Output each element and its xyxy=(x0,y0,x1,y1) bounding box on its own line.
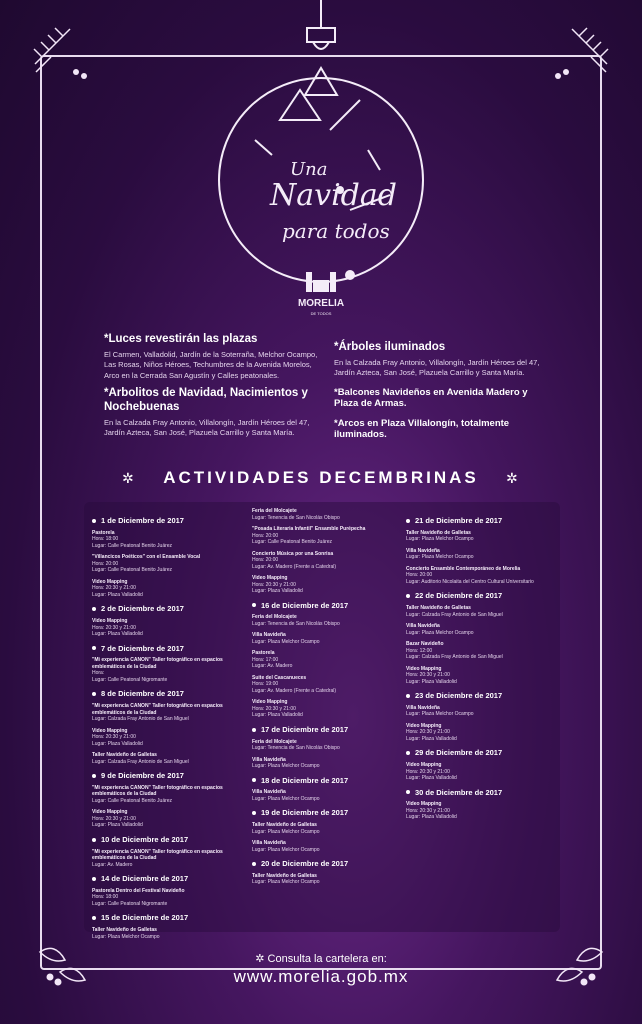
event-title: Video Mapping xyxy=(406,762,442,768)
intro-text: En la Calzada Fray Antonio, Villalongín, Jardín Héroes del 47, Jardín Azteca, San José, Plazuela Carrillo y Santa María. xyxy=(334,357,540,378)
event-title: Video Mapping xyxy=(92,618,128,624)
event-item xyxy=(252,575,402,595)
intro-title: *Arcos en Plaza Villalongín, totalmente iluminados. xyxy=(334,417,510,440)
event-item xyxy=(406,705,556,718)
event-title: Feria del Molcajete xyxy=(252,738,297,745)
event-detail: Hora: 20:30 y 21:00 xyxy=(406,672,450,678)
event-detail: Lugar: Plaza Melchor Ocampo xyxy=(252,795,320,802)
day-heading: 29 de Diciembre de 2017 xyxy=(406,748,556,758)
ornament-line2: Navidad xyxy=(270,178,397,213)
event-item xyxy=(92,752,242,765)
event-detail: Lugar: Tenencia de San Nicolás Obispo xyxy=(252,745,340,751)
day-heading: 16 de Diciembre de 2017 xyxy=(252,601,402,611)
event-detail: Lugar: Calle Peatonal Benito Juárez xyxy=(92,542,173,549)
event-item xyxy=(406,723,556,743)
event-detail: Lugar: Plaza Valladolid xyxy=(406,814,457,821)
day-heading: 7 de Diciembre de 2017 xyxy=(92,644,242,654)
event-detail: Lugar: Plaza Valladolid xyxy=(92,631,143,637)
event-title: Pastorela xyxy=(92,529,115,536)
intro-block xyxy=(104,387,322,439)
ornament-city-sub: DE TODOS xyxy=(310,311,332,316)
event-detail: Hora: 20:00 xyxy=(406,572,433,579)
event-title: Pastorela xyxy=(252,650,275,657)
event-item xyxy=(252,614,402,627)
event-title: Taller Navideño de Galletas xyxy=(92,927,157,933)
star-icon: ✲ xyxy=(122,470,134,486)
event-detail: Lugar: Plaza Valladolid xyxy=(406,678,457,685)
day-heading: 17 de Diciembre de 2017 xyxy=(252,725,402,735)
event-item xyxy=(92,554,242,574)
event-item xyxy=(406,762,556,782)
event-item xyxy=(252,873,402,886)
day-heading: 1 de Diciembre de 2017 xyxy=(92,516,242,526)
event-item xyxy=(406,666,556,686)
ornament-line1: Una xyxy=(290,159,328,180)
event-title: Video Mapping xyxy=(406,722,442,729)
event-item xyxy=(406,801,556,821)
event-detail: Hora: 19:00 xyxy=(252,681,279,688)
event-item xyxy=(252,632,402,645)
day-heading: 18 de Diciembre de 2017 xyxy=(252,776,402,786)
footer xyxy=(0,952,642,987)
event-detail: Hora: 18:00 xyxy=(92,536,119,543)
event-detail: Lugar: Plaza Melchor Ocampo xyxy=(406,629,474,636)
event-item xyxy=(252,757,402,770)
event-title: Taller Navideño de Galletas xyxy=(252,872,317,879)
day-heading: 19 de Diciembre de 2017 xyxy=(252,808,402,818)
intro-block xyxy=(104,333,322,381)
intro-text: En la Calzada Fray Antonio, Villalongín, Jardín Héroes del 47, Jardín Azteca, San José, Plazuela Carrillo y Santa María. xyxy=(104,417,310,438)
event-detail: Lugar: Plaza Valladolid xyxy=(92,740,143,747)
day-heading: 22 de Diciembre de 2017 xyxy=(406,591,556,601)
intro-title: *Árboles iluminados xyxy=(334,341,446,353)
event-detail: Hora: 20:30 y 21:00 xyxy=(406,729,450,736)
event-title: Suite del Cascanueces xyxy=(252,674,307,681)
event-item xyxy=(252,822,402,835)
event-title: Video Mapping xyxy=(92,727,128,734)
event-item xyxy=(252,789,402,802)
holly-corner-icon xyxy=(542,24,612,94)
event-detail: Lugar: Calle Peatonal Benito Juárez xyxy=(92,797,173,804)
event-detail: Hora: 18:00 xyxy=(92,894,119,901)
day-heading: 14 de Diciembre de 2017 xyxy=(92,874,242,884)
intro-block xyxy=(334,387,544,410)
event-item xyxy=(252,739,402,752)
event-item xyxy=(92,703,242,723)
event-item xyxy=(92,785,242,805)
event-detail: Hora: xyxy=(92,670,105,677)
event-detail: Hora: 20:30 y 21:00 xyxy=(92,734,136,740)
event-detail: Lugar: Av. Madero (Frente a Catedral) xyxy=(252,687,337,694)
event-detail: Hora: 20:00 xyxy=(92,560,119,567)
event-detail: Lugar: Calzada Fray Antonio de San Miguel xyxy=(406,654,503,660)
day-heading: 8 de Diciembre de 2017 xyxy=(92,689,242,699)
day-heading: 20 de Diciembre de 2017 xyxy=(252,859,402,869)
event-title: "Mi experiencia CANON" Taller fotográfico en espacios emblemáticos de la Ciudad xyxy=(92,848,223,861)
event-title: Video Mapping xyxy=(252,699,288,706)
event-title: Taller Navideño de Galletas xyxy=(92,752,157,758)
event-detail: Lugar: Plaza Melchor Ocampo xyxy=(406,554,474,561)
event-item xyxy=(406,530,556,543)
event-title: Concierto Ensamble Contemporáneo de Morelia xyxy=(406,565,521,572)
event-detail: Hora: 20:00 xyxy=(252,532,279,539)
event-title: Villa Navideña xyxy=(252,632,286,639)
event-title: Villa Navideña xyxy=(406,547,440,554)
event-detail: Lugar: Calle Peatonal Benito Juárez xyxy=(252,539,333,545)
footer-consulta xyxy=(0,952,642,965)
intro-block xyxy=(334,341,544,379)
intro-right xyxy=(334,341,544,446)
footer-url[interactable]: www.morelia.gob.mx xyxy=(233,967,409,986)
event-title: "Villancicos Poéticos" con el Ensamble Vocal xyxy=(92,554,201,561)
event-title: Video Mapping xyxy=(252,575,288,581)
event-detail: Lugar: Calle Peatonal Nigromante xyxy=(92,900,168,907)
event-title: Villa Navideña xyxy=(252,840,286,846)
event-title: Taller Navideño de Galletas xyxy=(252,822,317,828)
event-detail: Lugar: Calle Peatonal Benito Juárez xyxy=(92,567,173,574)
intro-left xyxy=(104,333,322,445)
event-item xyxy=(92,927,242,940)
intro-title: *Balcones Navideños en Avenida Madero y Plaza de Armas. xyxy=(334,386,528,410)
event-item xyxy=(92,728,242,748)
event-detail: Lugar: Calle Peatonal Nigromante xyxy=(92,676,168,683)
activities-column xyxy=(252,508,402,891)
event-title: Villa Navideña xyxy=(406,704,440,711)
event-title: Video Mapping xyxy=(406,801,442,808)
event-item xyxy=(406,566,556,586)
event-detail: Lugar: Plaza Melchor Ocampo xyxy=(252,846,320,853)
star-icon: ✲ xyxy=(255,953,268,965)
event-detail: Lugar: Av. Madero (Frente a Catedral) xyxy=(252,563,337,570)
event-item xyxy=(252,840,402,853)
footer-consulta-text: Consulta la cartelera en: xyxy=(267,953,387,965)
event-title: Video Mapping xyxy=(92,578,128,585)
event-title: Feria del Molcajete xyxy=(252,508,297,514)
christmas-ornament-logo xyxy=(210,0,432,330)
day-heading: 9 de Diciembre de 2017 xyxy=(92,771,242,781)
event-title: Video Mapping xyxy=(406,665,442,672)
event-title: Villa Navideña xyxy=(406,623,440,629)
event-item xyxy=(92,657,242,683)
event-item xyxy=(252,508,402,521)
event-item xyxy=(252,551,402,571)
event-item xyxy=(92,888,242,908)
event-detail: Hora: 12:00 xyxy=(406,647,433,654)
event-item xyxy=(92,618,242,638)
event-title: Villa Navideña xyxy=(252,756,286,763)
event-detail: Hora: 20:00 xyxy=(252,557,279,563)
event-item xyxy=(252,650,402,670)
event-detail: Lugar: Plaza Melchor Ocampo xyxy=(252,638,320,645)
event-title: Villa Navideña xyxy=(252,789,286,796)
event-item xyxy=(92,579,242,599)
intro-title: *Arbolitos de Navidad, Nacimientos y Nochebuenas xyxy=(104,387,308,414)
holly-corner-icon xyxy=(30,24,100,94)
event-detail: Lugar: Calzada Fray Antonio de San Miguel xyxy=(92,716,189,722)
event-detail: Lugar: Plaza Melchor Ocampo xyxy=(92,933,160,940)
star-icon: ✲ xyxy=(506,470,518,486)
event-detail: Lugar: Plaza Melchor Ocampo xyxy=(406,536,474,543)
event-detail: Lugar: Plaza Valladolid xyxy=(92,591,143,598)
day-heading: 15 de Diciembre de 2017 xyxy=(92,913,242,923)
event-item xyxy=(406,641,556,661)
event-detail: Lugar: Plaza Valladolid xyxy=(406,775,457,781)
ornament-line3: para todos xyxy=(282,219,390,243)
event-item xyxy=(92,809,242,829)
event-title: Bazar Navideño xyxy=(406,641,444,647)
event-detail: Hora: 20:30 y 21:00 xyxy=(92,585,136,592)
event-detail: Lugar: Plaza Valladolid xyxy=(252,588,303,594)
intro-text: El Carmen, Valladolid, Jardín de la Soterraña, Melchor Ocampo, Las Rosas, Niños Héroes, Techumbres de la Avenida Morelos, Arco en la Cerrada San Agustín y Calles peatonales. xyxy=(104,349,318,380)
event-detail: Hora: 20:30 y 21:00 xyxy=(92,815,136,822)
event-detail: Lugar: Plaza Melchor Ocampo xyxy=(252,828,320,835)
day-heading: 2 de Diciembre de 2017 xyxy=(92,604,242,614)
event-title: Video Mapping xyxy=(92,809,128,816)
event-detail: Lugar: Plaza Melchor Ocampo xyxy=(252,879,320,886)
event-title: Pastorela Dentro del Festival Navideño xyxy=(92,887,185,894)
intro-block xyxy=(334,418,544,441)
event-detail: Lugar: Tenencia de San Nicolás Obispo xyxy=(252,514,340,521)
day-heading: 23 de Diciembre de 2017 xyxy=(406,691,556,701)
event-detail: Lugar: Tenencia de San Nicolás Obispo xyxy=(252,620,340,627)
event-item xyxy=(252,699,402,719)
event-title: "Posada Literaria Infantil" Ensamble Purépecha xyxy=(252,526,366,532)
event-item xyxy=(406,548,556,561)
event-detail: Lugar: Av. Madero xyxy=(92,861,133,868)
event-detail: Lugar: Plaza Valladolid xyxy=(252,712,303,719)
event-title: Concierto Música por una Sonrisa xyxy=(252,550,334,557)
event-title: Feria del Molcajete xyxy=(252,614,297,621)
event-detail: Lugar: Plaza Melchor Ocampo xyxy=(252,763,320,769)
event-title: Taller Navideño de Galletas xyxy=(406,529,471,536)
ornament-city: MORELIA xyxy=(297,298,345,309)
activities-column xyxy=(92,510,242,945)
event-title: "Mi experiencia CANON" Taller fotográfico en espacios emblemáticos de la Ciudad xyxy=(92,657,223,670)
event-detail: Lugar: Plaza Melchor Ocampo xyxy=(406,711,474,718)
event-detail: Lugar: Auditorio Nicolaita del Centro Cultural Universitario xyxy=(406,578,534,585)
event-detail: Hora: 20:30 y 21:00 xyxy=(92,624,136,631)
event-detail: Hora: 20:30 y 21:00 xyxy=(252,581,296,588)
event-item xyxy=(406,623,556,636)
intro-title: *Luces revestirán las plazas xyxy=(104,333,258,345)
event-item xyxy=(406,605,556,618)
event-detail: Hora: 20:30 y 21:00 xyxy=(252,705,296,712)
day-heading: 10 de Diciembre de 2017 xyxy=(92,835,242,845)
event-detail: Lugar: Calzada Fray Antonio de San Miguel xyxy=(406,611,503,618)
event-detail: Hora: 20:30 y 21:00 xyxy=(406,807,450,814)
event-detail: Lugar: Plaza Valladolid xyxy=(406,735,457,742)
event-title: "Mi experiencia CANON" Taller fotográfico en espacios emblemáticos de la Ciudad xyxy=(92,784,223,798)
activities-column xyxy=(406,510,556,826)
event-detail: Hora: 20:30 y 21:00 xyxy=(406,768,450,775)
event-detail: Lugar: Calzada Fray Antonio de San Miguel xyxy=(92,758,189,765)
section-title: ACTIVIDADES DECEMBRINAS xyxy=(163,468,479,487)
event-item xyxy=(252,675,402,695)
day-heading: 30 de Diciembre de 2017 xyxy=(406,788,556,798)
day-heading: 21 de Diciembre de 2017 xyxy=(406,516,556,526)
event-title: "Mi experiencia CANON" Taller fotográfico en espacios emblemáticos de la Ciudad xyxy=(92,703,223,716)
event-detail: Lugar: Plaza Valladolid xyxy=(92,822,143,829)
event-item xyxy=(252,526,402,546)
event-detail: Hora: 17:00 xyxy=(252,656,279,663)
event-item xyxy=(92,530,242,550)
event-title: Taller Navideño de Galletas xyxy=(406,605,471,611)
event-detail: Lugar: Av. Madero xyxy=(252,663,293,670)
event-item xyxy=(92,849,242,869)
